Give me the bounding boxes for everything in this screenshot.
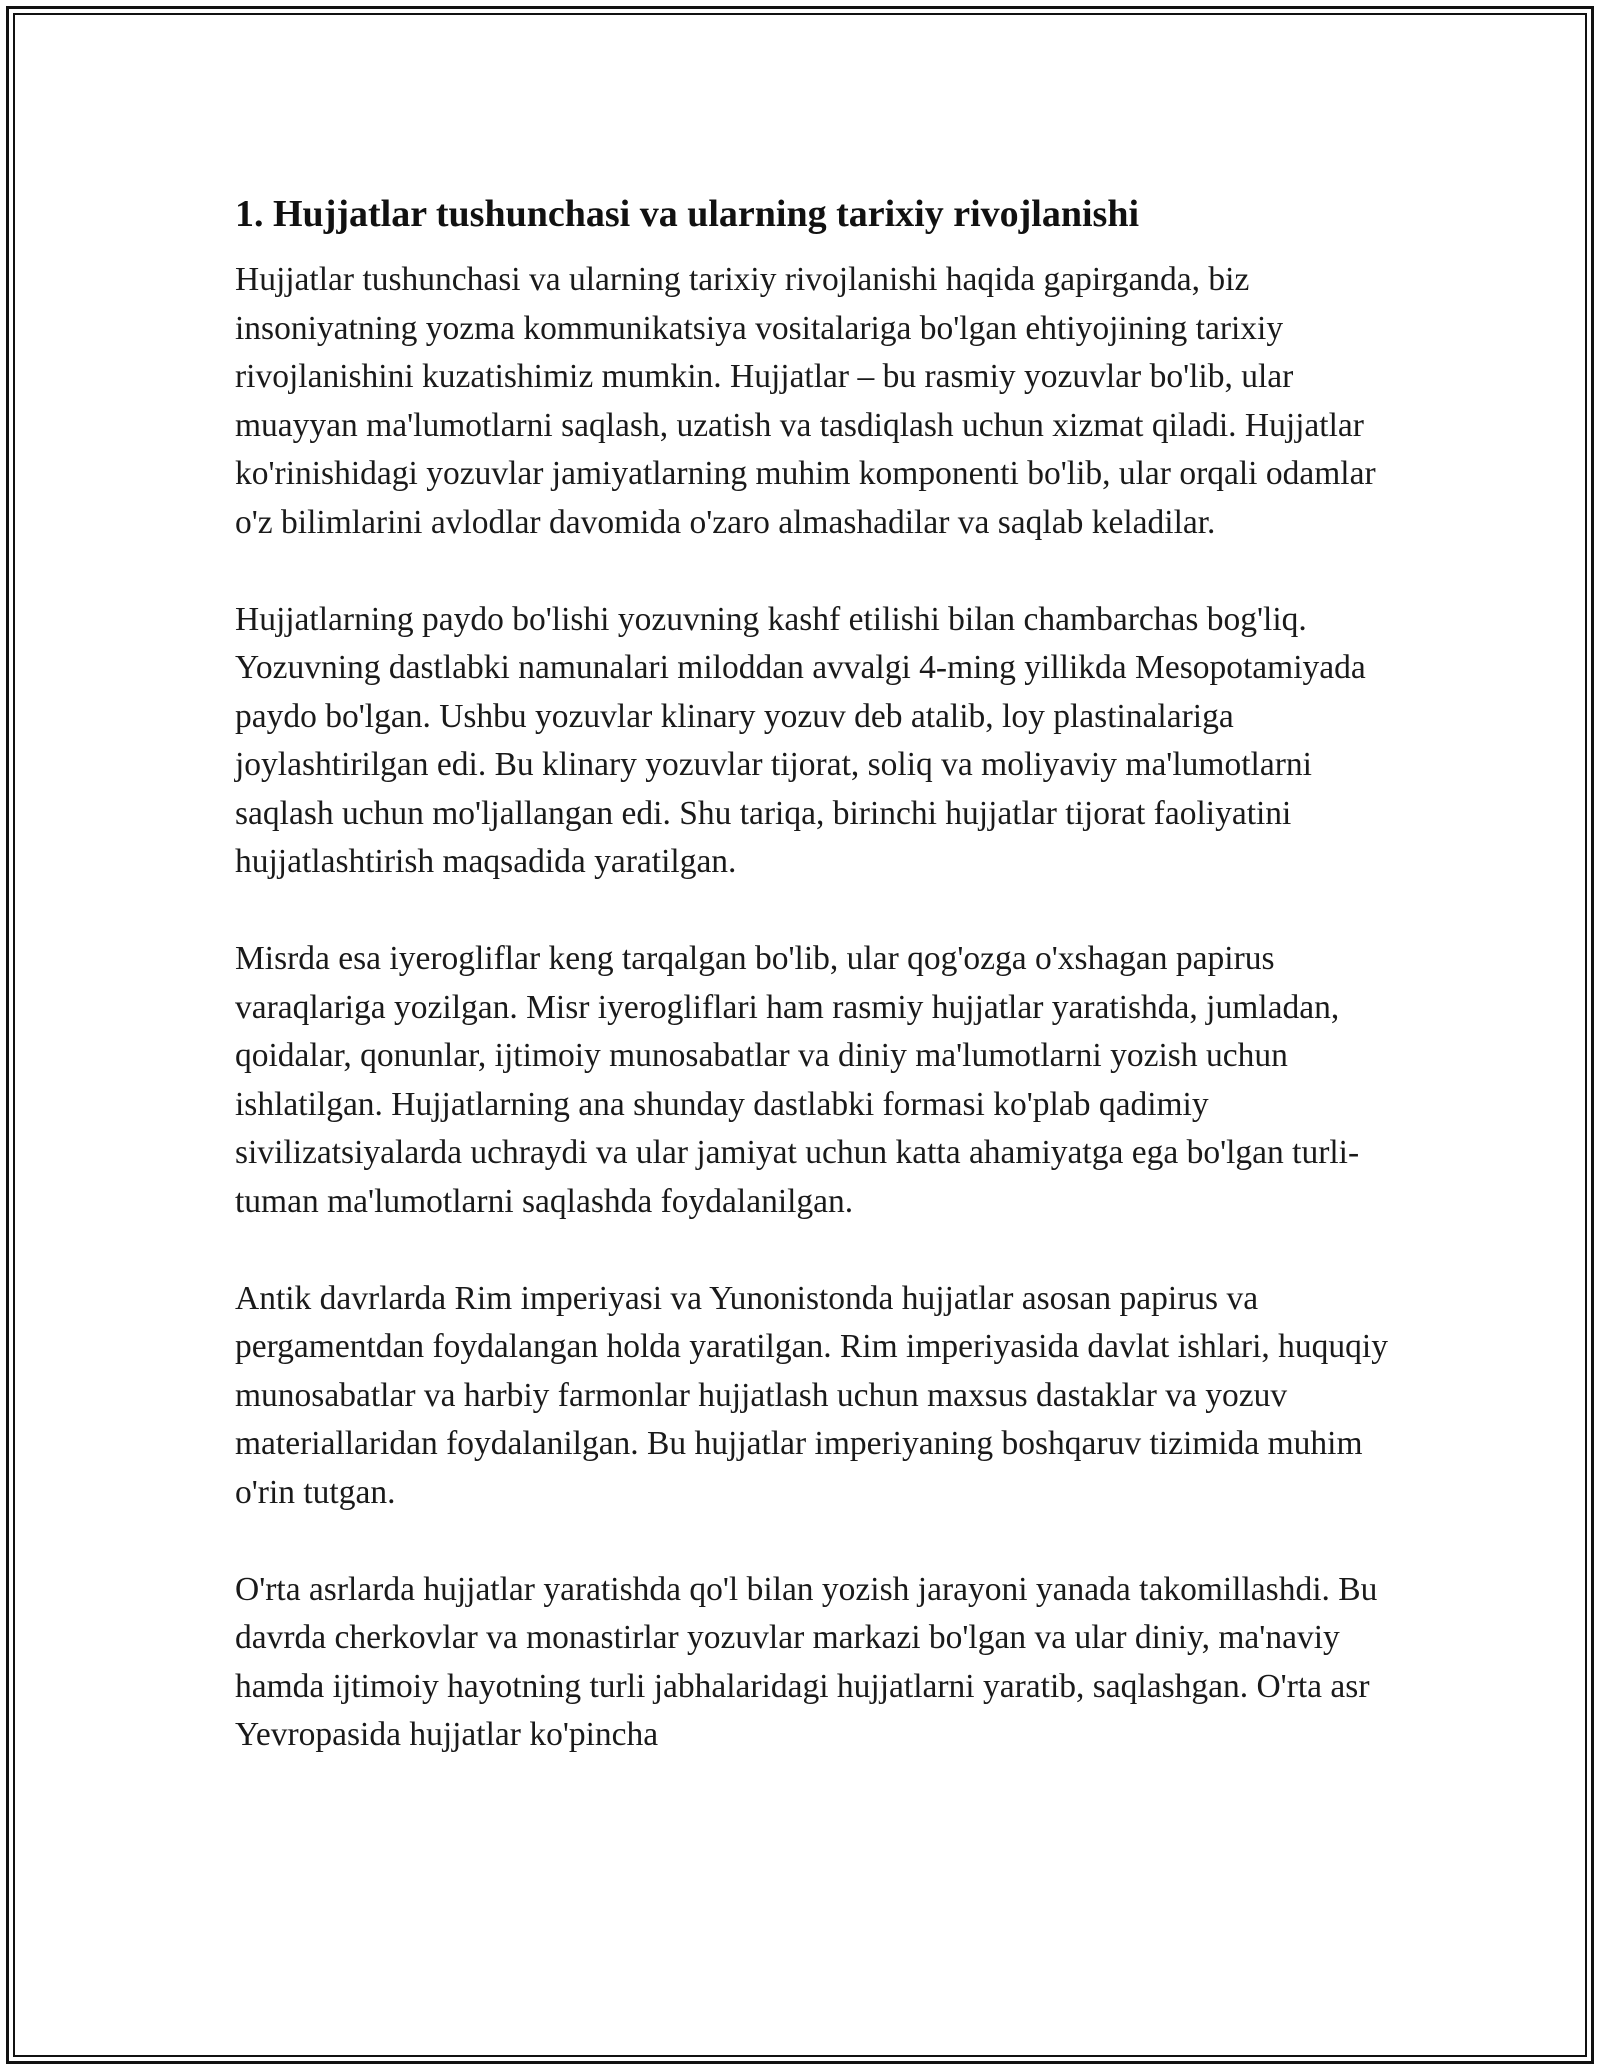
paragraph-2: Hujjatlarning paydo bo'lishi yozuvning kashf etilishi bilan chambarchas bog'liq. Yozuvning dastlabki namunalari miloddan avvalgi 4-ming yillikda Mesopotamiyada paydo bo'lgan. Ushbu yozuvlar klinary yozuv deb atalib, loy plastinalariga joylashtirilgan edi. Bu klinary yozuvlar tijorat, soliq va moliyaviy ma'lumotlarni saqlash uchun mo'ljallangan edi. Shu tariqa, birinchi hujjatlar tijorat faoliyatini hujjatlashtirish maqsadida yaratilgan. [235, 600, 1366, 880]
document-body [235, 188, 1415, 1760]
paragraph-4: Antik davrlarda Rim imperiyasi va Yunonistonda hujjatlar asosan papirus va pergamentdan foydalangan holda yaratilgan. Rim imperiyasida davlat ishlari, huquqiy munosabatlar va harbiy farmonlar hujjatlash uchun maxsus dastaklar va yozuv materiallaridan foydalanilgan. Bu hujjatlar imperiyaning boshqaruv tizimida muhim o'rin tutgan. [235, 1279, 1388, 1511]
paragraph-1: Hujjatlar tushunchasi va ularning tarixiy rivojlanishi haqida gapirganda, biz insoniyatning yozma kommunikatsiya vositalariga bo'lgan ehtiyojining tarixiy rivojlanishini kuzatishimiz mumkin. Hujjatlar – bu rasmiy yozuvlar bo'lib, ular muayyan ma'lumotlarni saqlash, uzatish va tasdiqlash uchun xizmat qiladi. Hujjatlar ko'rinishidagi yozuvlar jamiyatlarning muhim komponenti bo'lib, ular orqali odamlar o'z bilimlarini avlodlar davomida o'zaro almashadilar va saqlab keladilar. [235, 261, 1376, 541]
section-heading: 1. Hujjatlar tushunchasi va ularning tarixiy rivojlanishi [235, 193, 1140, 235]
paragraph-3: Misrda esa iyerogliflar keng tarqalgan bo'lib, ular qog'ozga o'xshagan papirus varaqlariga yozilgan. Misr iyerogliflari ham rasmiy hujjatlar yaratishda, jumladan, qoidalar, qonunlar, ijtimoiy munosabatlar va diniy ma'lumotlarni yozish uchun ishlatilgan. Hujjatlarning ana shunday dastlabki formasi ko'plab qadimiy sivilizatsiyalarda uchraydi va ular jamiyat uchun katta ahamiyatga ega bo'lgan turli-tuman ma'lumotlarni saqlashda foydalanilgan. [235, 940, 1360, 1220]
paragraph-5: O'rta asrlarda hujjatlar yaratishda qo'l bilan yozish jarayoni yanada takomillashdi. Bu davrda cherkovlar va monastirlar yozuvlar markazi bo'lgan va ular diniy, ma'naviy hamda ijtimoiy hayotning turli jabhalaridagi hujjatlarni yaratib, saqlashgan. O'rta asr Yevropasida hujjatlar ko'pincha [235, 1570, 1378, 1753]
